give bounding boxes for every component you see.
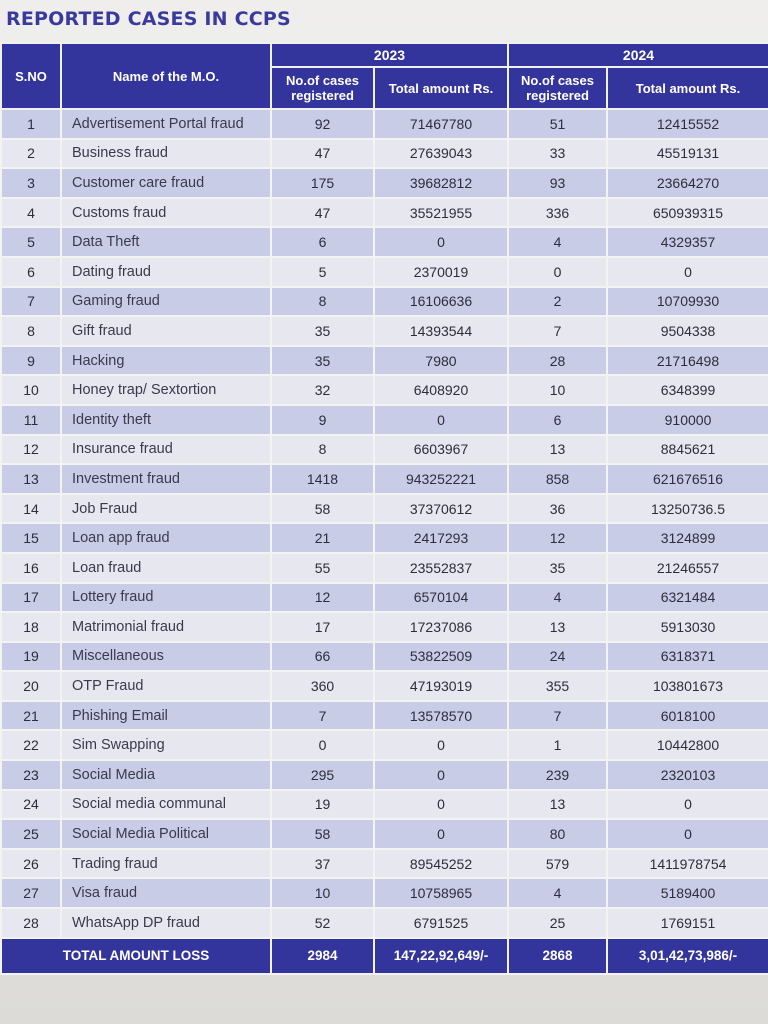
cell-sno: 14	[1, 494, 61, 524]
cell-amount-2023: 27639043	[374, 139, 508, 169]
cell-sno: 17	[1, 583, 61, 613]
cell-name: Phishing Email	[61, 701, 271, 731]
cell-amount-2023: 47193019	[374, 671, 508, 701]
cell-cases-2024: 579	[508, 849, 607, 879]
cell-cases-2023: 12	[271, 583, 374, 613]
cell-name: Gift fraud	[61, 316, 271, 346]
cell-cases-2023: 9	[271, 405, 374, 435]
cell-name: Loan app fraud	[61, 523, 271, 553]
cell-amount-2024: 21246557	[607, 553, 768, 583]
cell-cases-2024: 13	[508, 790, 607, 820]
cell-amount-2024: 0	[607, 257, 768, 287]
cell-amount-2023: 71467780	[374, 109, 508, 139]
cell-sno: 12	[1, 435, 61, 465]
cell-amount-2024: 5189400	[607, 878, 768, 908]
cell-name: Sim Swapping	[61, 730, 271, 760]
cell-amount-2023: 17237086	[374, 612, 508, 642]
cell-cases-2023: 0	[271, 730, 374, 760]
header-year-2023: 2023	[271, 43, 508, 67]
cell-cases-2024: 13	[508, 435, 607, 465]
cell-amount-2023: 6570104	[374, 583, 508, 613]
cell-sno: 28	[1, 908, 61, 938]
page-title: REPORTED CASES IN CCPS	[6, 8, 291, 30]
cell-amount-2023: 6791525	[374, 908, 508, 938]
cell-name: Social media communal	[61, 790, 271, 820]
table-row	[1, 760, 768, 790]
cell-amount-2023: 2417293	[374, 523, 508, 553]
header-year-2024: 2024	[508, 43, 768, 67]
table-row	[1, 227, 768, 257]
cell-name: Gaming fraud	[61, 287, 271, 317]
table-row	[1, 257, 768, 287]
cell-cases-2024: 33	[508, 139, 607, 169]
cell-amount-2023: 37370612	[374, 494, 508, 524]
cell-amount-2024: 3124899	[607, 523, 768, 553]
cell-name: Investment fraud	[61, 464, 271, 494]
cell-cases-2024: 2	[508, 287, 607, 317]
cell-cases-2023: 8	[271, 287, 374, 317]
header-sno: S.NO	[1, 43, 61, 109]
table-row	[1, 435, 768, 465]
total-cases-2024: 2868	[508, 938, 607, 974]
table-row	[1, 819, 768, 849]
table-row	[1, 642, 768, 672]
cell-cases-2023: 19	[271, 790, 374, 820]
cell-sno: 15	[1, 523, 61, 553]
table-body	[1, 109, 768, 938]
cell-amount-2023: 0	[374, 790, 508, 820]
table-row	[1, 612, 768, 642]
cell-amount-2023: 16106636	[374, 287, 508, 317]
cell-amount-2024: 1411978754	[607, 849, 768, 879]
cell-amount-2024: 650939315	[607, 198, 768, 228]
cell-sno: 20	[1, 671, 61, 701]
cell-cases-2024: 13	[508, 612, 607, 642]
cell-name: WhatsApp DP fraud	[61, 908, 271, 938]
cell-cases-2023: 32	[271, 375, 374, 405]
cell-amount-2023: 23552837	[374, 553, 508, 583]
cell-cases-2024: 858	[508, 464, 607, 494]
cases-table	[0, 42, 768, 975]
cell-sno: 25	[1, 819, 61, 849]
cell-amount-2024: 0	[607, 819, 768, 849]
cell-name: Honey trap/ Sextortion	[61, 375, 271, 405]
cell-cases-2024: 0	[508, 257, 607, 287]
cell-amount-2024: 10442800	[607, 730, 768, 760]
cell-name: Lottery fraud	[61, 583, 271, 613]
table-row	[1, 583, 768, 613]
cell-cases-2023: 55	[271, 553, 374, 583]
cell-cases-2023: 6	[271, 227, 374, 257]
cell-cases-2024: 6	[508, 405, 607, 435]
cell-name: Matrimonial fraud	[61, 612, 271, 642]
table-row	[1, 168, 768, 198]
cell-cases-2023: 58	[271, 819, 374, 849]
header-cases-2024: No.of cases registered	[508, 67, 607, 109]
cell-amount-2023: 35521955	[374, 198, 508, 228]
cell-cases-2023: 295	[271, 760, 374, 790]
cell-amount-2024: 2320103	[607, 760, 768, 790]
table-row	[1, 671, 768, 701]
table-row	[1, 464, 768, 494]
table-row	[1, 346, 768, 376]
total-amount-2023: 147,22,92,649/-	[374, 938, 508, 974]
total-row	[1, 938, 768, 974]
header-amount-2024: Total amount Rs.	[607, 67, 768, 109]
table-row	[1, 553, 768, 583]
cell-cases-2023: 66	[271, 642, 374, 672]
cell-cases-2023: 1418	[271, 464, 374, 494]
cell-sno: 2	[1, 139, 61, 169]
cell-amount-2023: 6603967	[374, 435, 508, 465]
cell-name: Miscellaneous	[61, 642, 271, 672]
cell-amount-2023: 14393544	[374, 316, 508, 346]
table-row	[1, 494, 768, 524]
cell-cases-2023: 58	[271, 494, 374, 524]
cell-cases-2024: 239	[508, 760, 607, 790]
cell-amount-2023: 943252221	[374, 464, 508, 494]
table-row	[1, 523, 768, 553]
cell-amount-2024: 9504338	[607, 316, 768, 346]
cell-sno: 8	[1, 316, 61, 346]
cell-amount-2024: 21716498	[607, 346, 768, 376]
cell-amount-2024: 0	[607, 790, 768, 820]
total-amount-2024: 3,01,42,73,986/-	[607, 938, 768, 974]
cell-cases-2024: 355	[508, 671, 607, 701]
cell-cases-2024: 7	[508, 701, 607, 731]
cell-amount-2024: 6018100	[607, 701, 768, 731]
cell-sno: 22	[1, 730, 61, 760]
cell-cases-2023: 37	[271, 849, 374, 879]
table-row	[1, 790, 768, 820]
cell-amount-2023: 0	[374, 405, 508, 435]
cell-cases-2023: 5	[271, 257, 374, 287]
cell-amount-2024: 6321484	[607, 583, 768, 613]
cell-name: Insurance fraud	[61, 435, 271, 465]
cell-amount-2024: 4329357	[607, 227, 768, 257]
cell-cases-2024: 24	[508, 642, 607, 672]
cell-amount-2023: 53822509	[374, 642, 508, 672]
table-row	[1, 139, 768, 169]
cell-name: Data Theft	[61, 227, 271, 257]
cell-cases-2024: 1	[508, 730, 607, 760]
cell-sno: 5	[1, 227, 61, 257]
cell-amount-2024: 8845621	[607, 435, 768, 465]
cell-amount-2023: 10758965	[374, 878, 508, 908]
cell-amount-2023: 39682812	[374, 168, 508, 198]
cell-amount-2024: 621676516	[607, 464, 768, 494]
cell-cases-2023: 175	[271, 168, 374, 198]
header-cases-2023: No.of cases registered	[271, 67, 374, 109]
cell-sno: 7	[1, 287, 61, 317]
table-row	[1, 730, 768, 760]
cell-name: Visa fraud	[61, 878, 271, 908]
table-row	[1, 198, 768, 228]
table-row	[1, 109, 768, 139]
cell-amount-2024: 1769151	[607, 908, 768, 938]
cell-cases-2024: 25	[508, 908, 607, 938]
cell-name: Customer care fraud	[61, 168, 271, 198]
cell-cases-2024: 93	[508, 168, 607, 198]
cell-sno: 1	[1, 109, 61, 139]
cell-name: Job Fraud	[61, 494, 271, 524]
cell-cases-2023: 47	[271, 139, 374, 169]
cell-cases-2024: 12	[508, 523, 607, 553]
cell-amount-2024: 45519131	[607, 139, 768, 169]
table-row	[1, 849, 768, 879]
table-row	[1, 287, 768, 317]
cell-cases-2024: 7	[508, 316, 607, 346]
cell-cases-2023: 17	[271, 612, 374, 642]
cell-amount-2024: 103801673	[607, 671, 768, 701]
cell-amount-2024: 13250736.5	[607, 494, 768, 524]
cell-name: Trading fraud	[61, 849, 271, 879]
cell-sno: 18	[1, 612, 61, 642]
cell-cases-2023: 21	[271, 523, 374, 553]
cell-amount-2023: 0	[374, 730, 508, 760]
cell-amount-2024: 6318371	[607, 642, 768, 672]
cell-sno: 13	[1, 464, 61, 494]
table-row	[1, 908, 768, 938]
table-row	[1, 701, 768, 731]
cell-cases-2023: 360	[271, 671, 374, 701]
cell-sno: 4	[1, 198, 61, 228]
cell-sno: 10	[1, 375, 61, 405]
cell-cases-2023: 47	[271, 198, 374, 228]
cell-name: Hacking	[61, 346, 271, 376]
cell-amount-2024: 23664270	[607, 168, 768, 198]
cell-amount-2023: 0	[374, 760, 508, 790]
cell-amount-2024: 6348399	[607, 375, 768, 405]
cell-name: Advertisement Portal fraud	[61, 109, 271, 139]
cell-amount-2023: 7980	[374, 346, 508, 376]
cell-sno: 16	[1, 553, 61, 583]
cell-sno: 19	[1, 642, 61, 672]
cell-name: Social Media Political	[61, 819, 271, 849]
cell-cases-2024: 35	[508, 553, 607, 583]
cell-cases-2024: 336	[508, 198, 607, 228]
table-row	[1, 375, 768, 405]
cell-cases-2024: 10	[508, 375, 607, 405]
cell-amount-2023: 89545252	[374, 849, 508, 879]
cell-sno: 3	[1, 168, 61, 198]
cell-cases-2023: 52	[271, 908, 374, 938]
cell-name: OTP Fraud	[61, 671, 271, 701]
cell-name: Customs fraud	[61, 198, 271, 228]
cell-name: Identity theft	[61, 405, 271, 435]
cell-sno: 23	[1, 760, 61, 790]
cell-cases-2024: 80	[508, 819, 607, 849]
cell-name: Business fraud	[61, 139, 271, 169]
cell-sno: 27	[1, 878, 61, 908]
cell-amount-2024: 10709930	[607, 287, 768, 317]
cell-sno: 21	[1, 701, 61, 731]
cell-cases-2024: 51	[508, 109, 607, 139]
cell-cases-2023: 10	[271, 878, 374, 908]
cell-cases-2024: 4	[508, 583, 607, 613]
cell-cases-2024: 4	[508, 227, 607, 257]
total-label: TOTAL AMOUNT LOSS	[1, 938, 271, 974]
cell-amount-2023: 0	[374, 819, 508, 849]
header-name: Name of the M.O.	[61, 43, 271, 109]
cell-amount-2023: 13578570	[374, 701, 508, 731]
cell-cases-2024: 4	[508, 878, 607, 908]
cell-name: Dating fraud	[61, 257, 271, 287]
total-cases-2023: 2984	[271, 938, 374, 974]
cell-sno: 9	[1, 346, 61, 376]
cell-cases-2023: 7	[271, 701, 374, 731]
cell-amount-2024: 12415552	[607, 109, 768, 139]
cell-amount-2023: 2370019	[374, 257, 508, 287]
cell-sno: 24	[1, 790, 61, 820]
cell-name: Loan fraud	[61, 553, 271, 583]
cell-cases-2024: 36	[508, 494, 607, 524]
table-row	[1, 405, 768, 435]
cell-amount-2023: 6408920	[374, 375, 508, 405]
table-row	[1, 316, 768, 346]
cell-cases-2024: 28	[508, 346, 607, 376]
cell-sno: 6	[1, 257, 61, 287]
cell-cases-2023: 92	[271, 109, 374, 139]
header-amount-2023: Total amount Rs.	[374, 67, 508, 109]
cell-name: Social Media	[61, 760, 271, 790]
cell-cases-2023: 35	[271, 316, 374, 346]
cell-cases-2023: 8	[271, 435, 374, 465]
cell-sno: 26	[1, 849, 61, 879]
cell-amount-2024: 5913030	[607, 612, 768, 642]
cell-amount-2023: 0	[374, 227, 508, 257]
cell-amount-2024: 910000	[607, 405, 768, 435]
cell-sno: 11	[1, 405, 61, 435]
cell-cases-2023: 35	[271, 346, 374, 376]
table-row	[1, 878, 768, 908]
